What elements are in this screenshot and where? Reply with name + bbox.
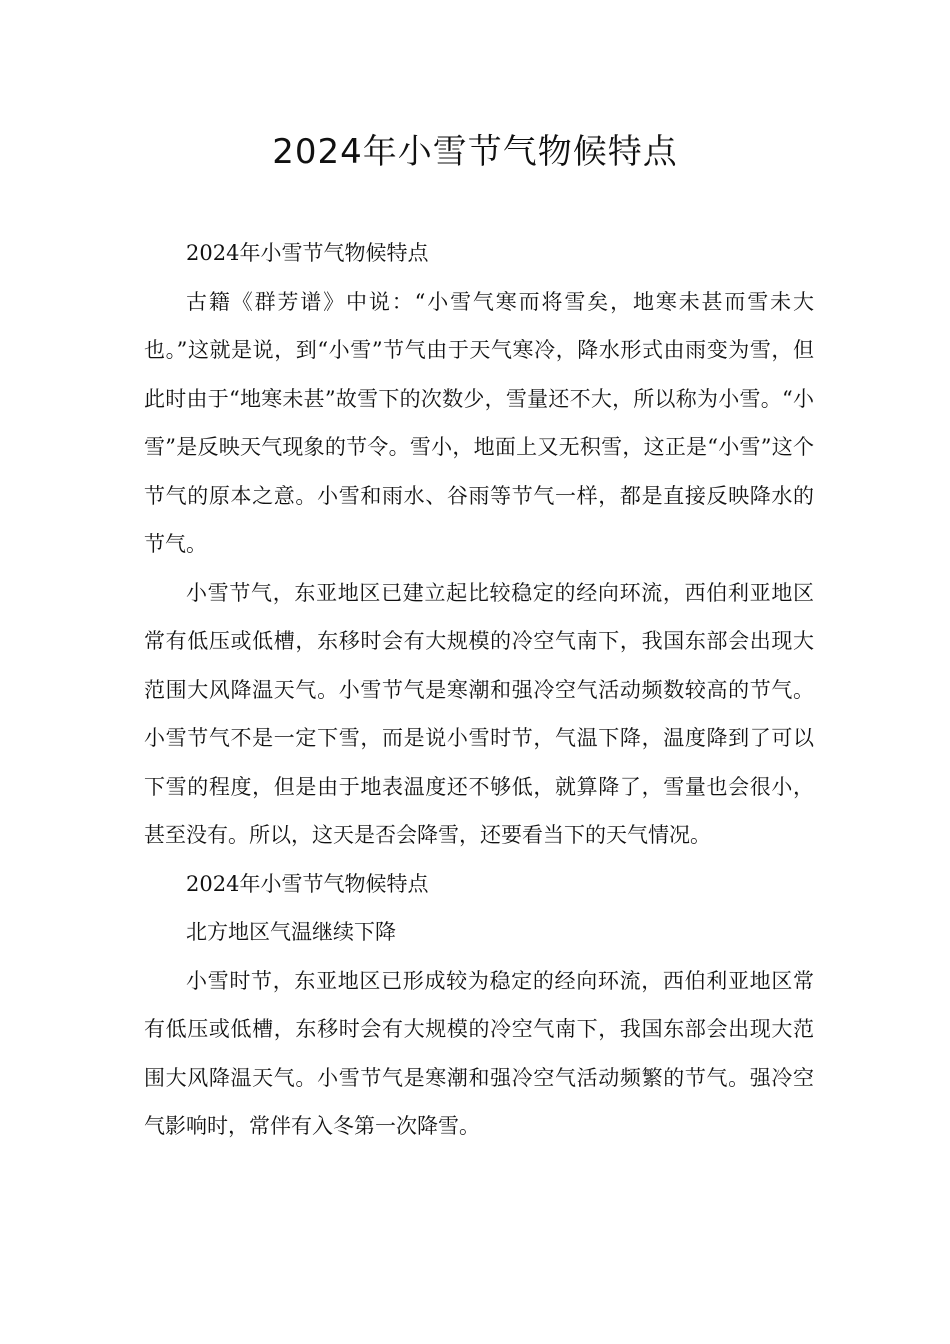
section-heading-paragraph: 2024年小雪节气物候特点 bbox=[186, 871, 429, 896]
intro-paragraph: 古籍《群芳谱》中说：“小雪气寒而将雪矣，地寒未甚而雪未大也。”这就是说，到“小雪”节气由于天气寒冷，降水形式由雨变为雪，但此时由于“地寒未甚”故雪下的次数少，雪量还不大，所以称为小雪。“小雪”是反映天气现象的节令。雪小，地面上又无积雪，这正是“小雪”这个节气的原本之意。小雪和雨水、谷雨等节气一样，都是直接反映降水的节气。 bbox=[144, 289, 814, 556]
document-body bbox=[144, 229, 814, 1151]
document-title: 2024年小雪节气物候特点 bbox=[272, 132, 678, 172]
circulation-paragraph: 小雪节气，东亚地区已建立起比较稳定的经向环流，西伯利亚地区常有低压或低槽，东移时会有大规模的冷空气南下，我国东部会出现大范围大风降温天气。小雪节气是寒潮和强冷空气活动频数较高的节气。小雪节气不是一定下雪，而是说小雪时节，气温下降，温度降到了可以下雪的程度，但是由于地表温度还不够低，就算降了，雪量也会很小，甚至没有。所以，这天是否会降雪，还要看当下的天气情况。 bbox=[144, 580, 814, 847]
cold-air-paragraph: 小雪时节，东亚地区已形成较为稳定的经向环流，西伯利亚地区常有低压或低槽，东移时会有大规模的冷空气南下，我国东部会出现大范围大风降温天气。小雪节气是寒潮和强冷空气活动频繁的节气。强冷空气影响时，常伴有入冬第一次降雪。 bbox=[144, 968, 814, 1138]
subtitle-paragraph: 2024年小雪节气物候特点 bbox=[186, 241, 429, 265]
north-temperature-heading: 北方地区气温继续下降 bbox=[186, 920, 396, 944]
